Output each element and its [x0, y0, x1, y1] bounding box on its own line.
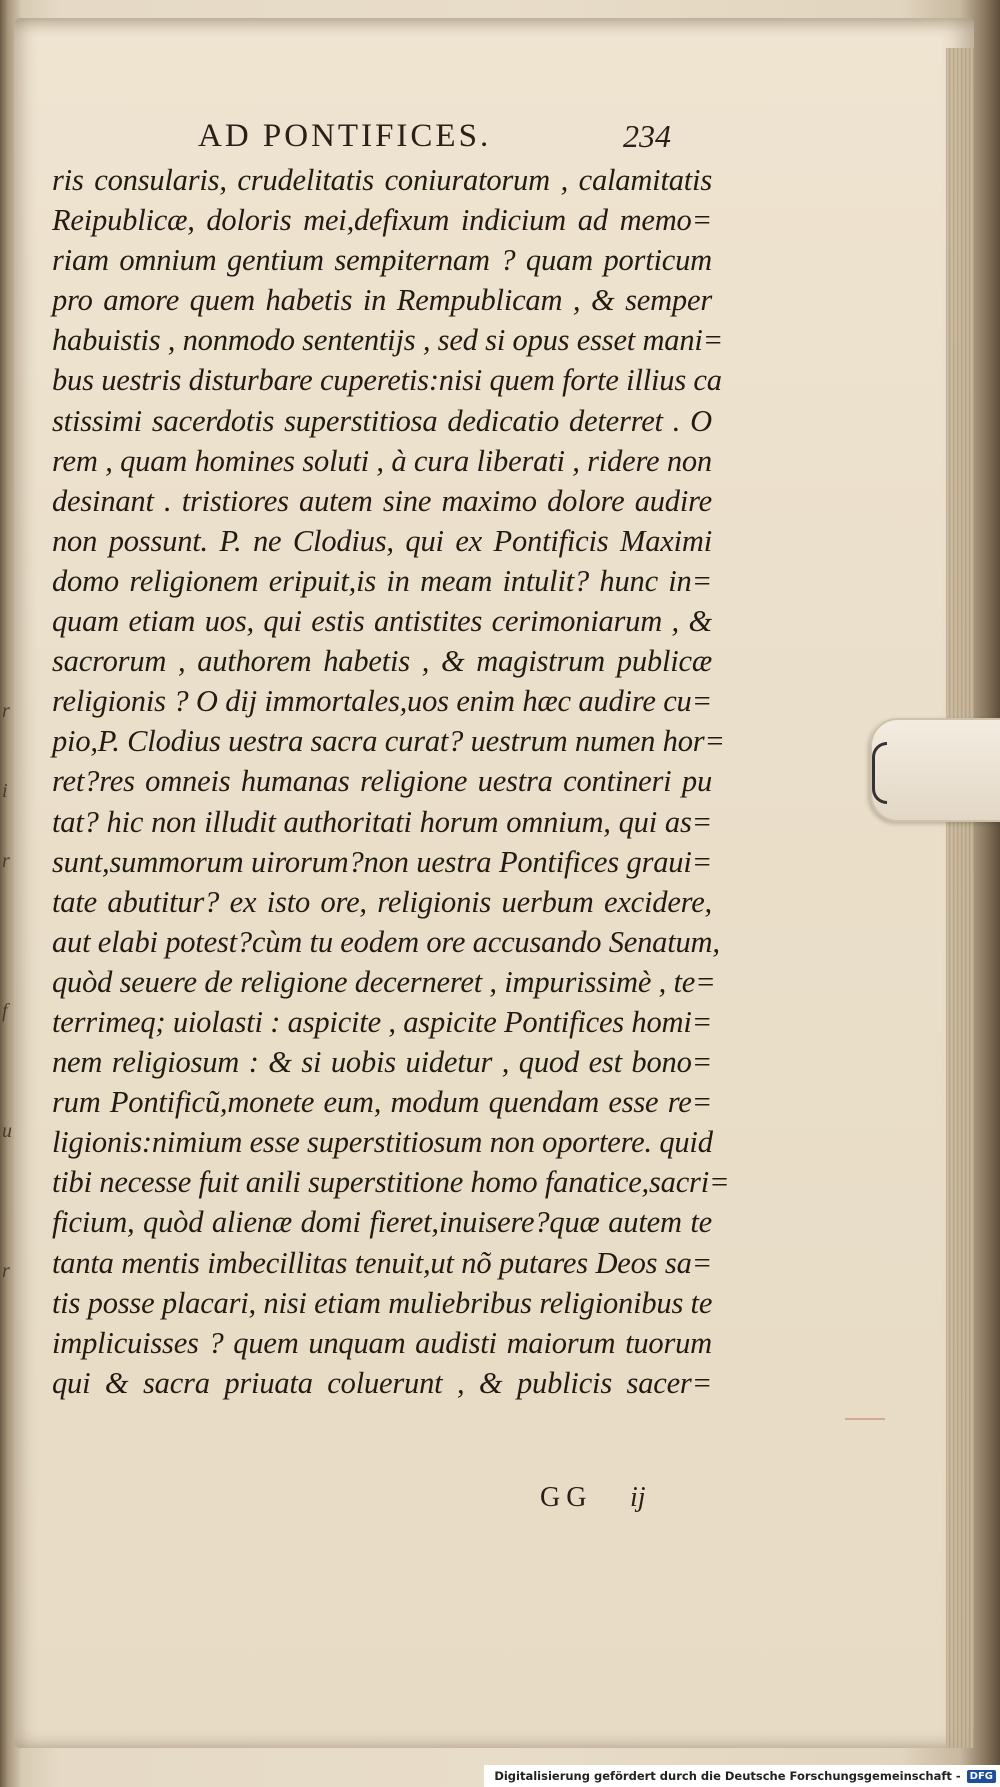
page-clip-tab — [870, 718, 1000, 822]
text-line: ficium, quòd alienæ domi fieret,inuisere?quæ autem te — [52, 1205, 712, 1240]
funding-notice: Digitalisierung gefördert durch die Deutsche Forschungsgemeinschaft - — [494, 1769, 961, 1783]
text-line: religionis ? O dij immortales,uos enim hæc audire cu= — [52, 684, 712, 719]
text-line: tis posse placari, nisi etiam muliebribus religionibus te — [52, 1285, 713, 1320]
text-line: rem , quam homines soluti , à cura liberati , ridere non — [52, 443, 712, 478]
signature-mark: GG — [540, 1482, 593, 1513]
digitization-footer — [484, 1765, 1000, 1787]
text-line: habuistis , nonmodo sententijs , sed si opus esset mani= — [52, 323, 724, 358]
facing-page-bleed: r i r f u r — [2, 700, 12, 1282]
text-line: tibi necesse fuit anili superstitione homo fanatice,sacri= — [52, 1165, 730, 1200]
text-line: desinant . tristiores autem sine maximo dolore audire — [52, 483, 712, 518]
text-line: non possunt. P. ne Clodius, qui ex Pontificis Maximi — [52, 523, 712, 558]
text-line: implicuisses ? quem unquam audisti maiorum tuorum — [52, 1325, 712, 1360]
text-line: tanta mentis imbecillitas tenuit,ut nõ putares Deos sa= — [52, 1245, 712, 1280]
text-line: pio,P. Clodius uestra sacra curat? uestrum numen hor= — [52, 724, 725, 759]
text-line: bus uestris disturbare cuperetis:nisi quem forte illius ca — [52, 363, 722, 398]
text-line: aut elabi potest?cùm tu eodem ore accusando Senatum, — [52, 924, 720, 959]
body-text — [52, 160, 730, 1403]
pencil-mark — [845, 1418, 885, 1420]
text-line: sunt,summorum uirorum?non uestra Pontifices graui= — [52, 844, 712, 879]
text-line: sacrorum , authorem habetis , & magistrum publicæ — [52, 644, 712, 679]
page-edge-stack — [946, 48, 974, 1748]
text-line: pro amore quem habetis in Rempublicam , & semper — [52, 283, 712, 318]
text-line: ris consularis, crudelitatis coniuratorum , calamitatis — [52, 163, 712, 197]
page-number: 234 — [623, 118, 671, 154]
text-line: quòd seuere de religione decerneret , impurissimè , te= — [52, 964, 716, 999]
text-line: terrimeq; uiolasti : aspicite , aspicite Pontifices homi= — [52, 1004, 712, 1039]
text-line: ret?res omneis humanas religione uestra contineri pu — [52, 764, 712, 799]
text-line: stissimi sacerdotis superstitiosa dedicatio deterret . O — [52, 403, 712, 438]
text-line: ligionis:nimium esse superstitiosum non oportere. quid — [52, 1125, 713, 1160]
text-line: quam etiam uos, qui estis antistites cerimoniarum , & — [52, 604, 712, 639]
clip-notch-icon — [872, 742, 887, 804]
dfg-logo-icon: DFG — [967, 1770, 996, 1783]
running-head: AD PONTIFICES. — [198, 118, 492, 154]
text-line: qui & sacra priuata coluerunt , & publicis sacer= — [52, 1365, 712, 1400]
text-line: tate abutitur? ex isto ore, religionis uerbum excidere, — [52, 884, 712, 919]
text-line: nem religiosum : & si uobis uidetur , quod est bono= — [52, 1045, 712, 1080]
text-line: rum Pontificũ,monete eum, modum quendam esse re= — [52, 1085, 712, 1120]
text-line: tat? hic non illudit authoritati horum omnium, qui as= — [52, 804, 712, 839]
signature-number: ij — [630, 1482, 646, 1513]
text-line: Reipublicæ, doloris mei,defixum indicium ad memo= — [52, 203, 712, 238]
text-line: domo religionem eripuit,is in meam intulit? hunc in= — [52, 563, 712, 598]
text-line: riam omnium gentium sempiternam ? quam porticum — [52, 243, 712, 278]
